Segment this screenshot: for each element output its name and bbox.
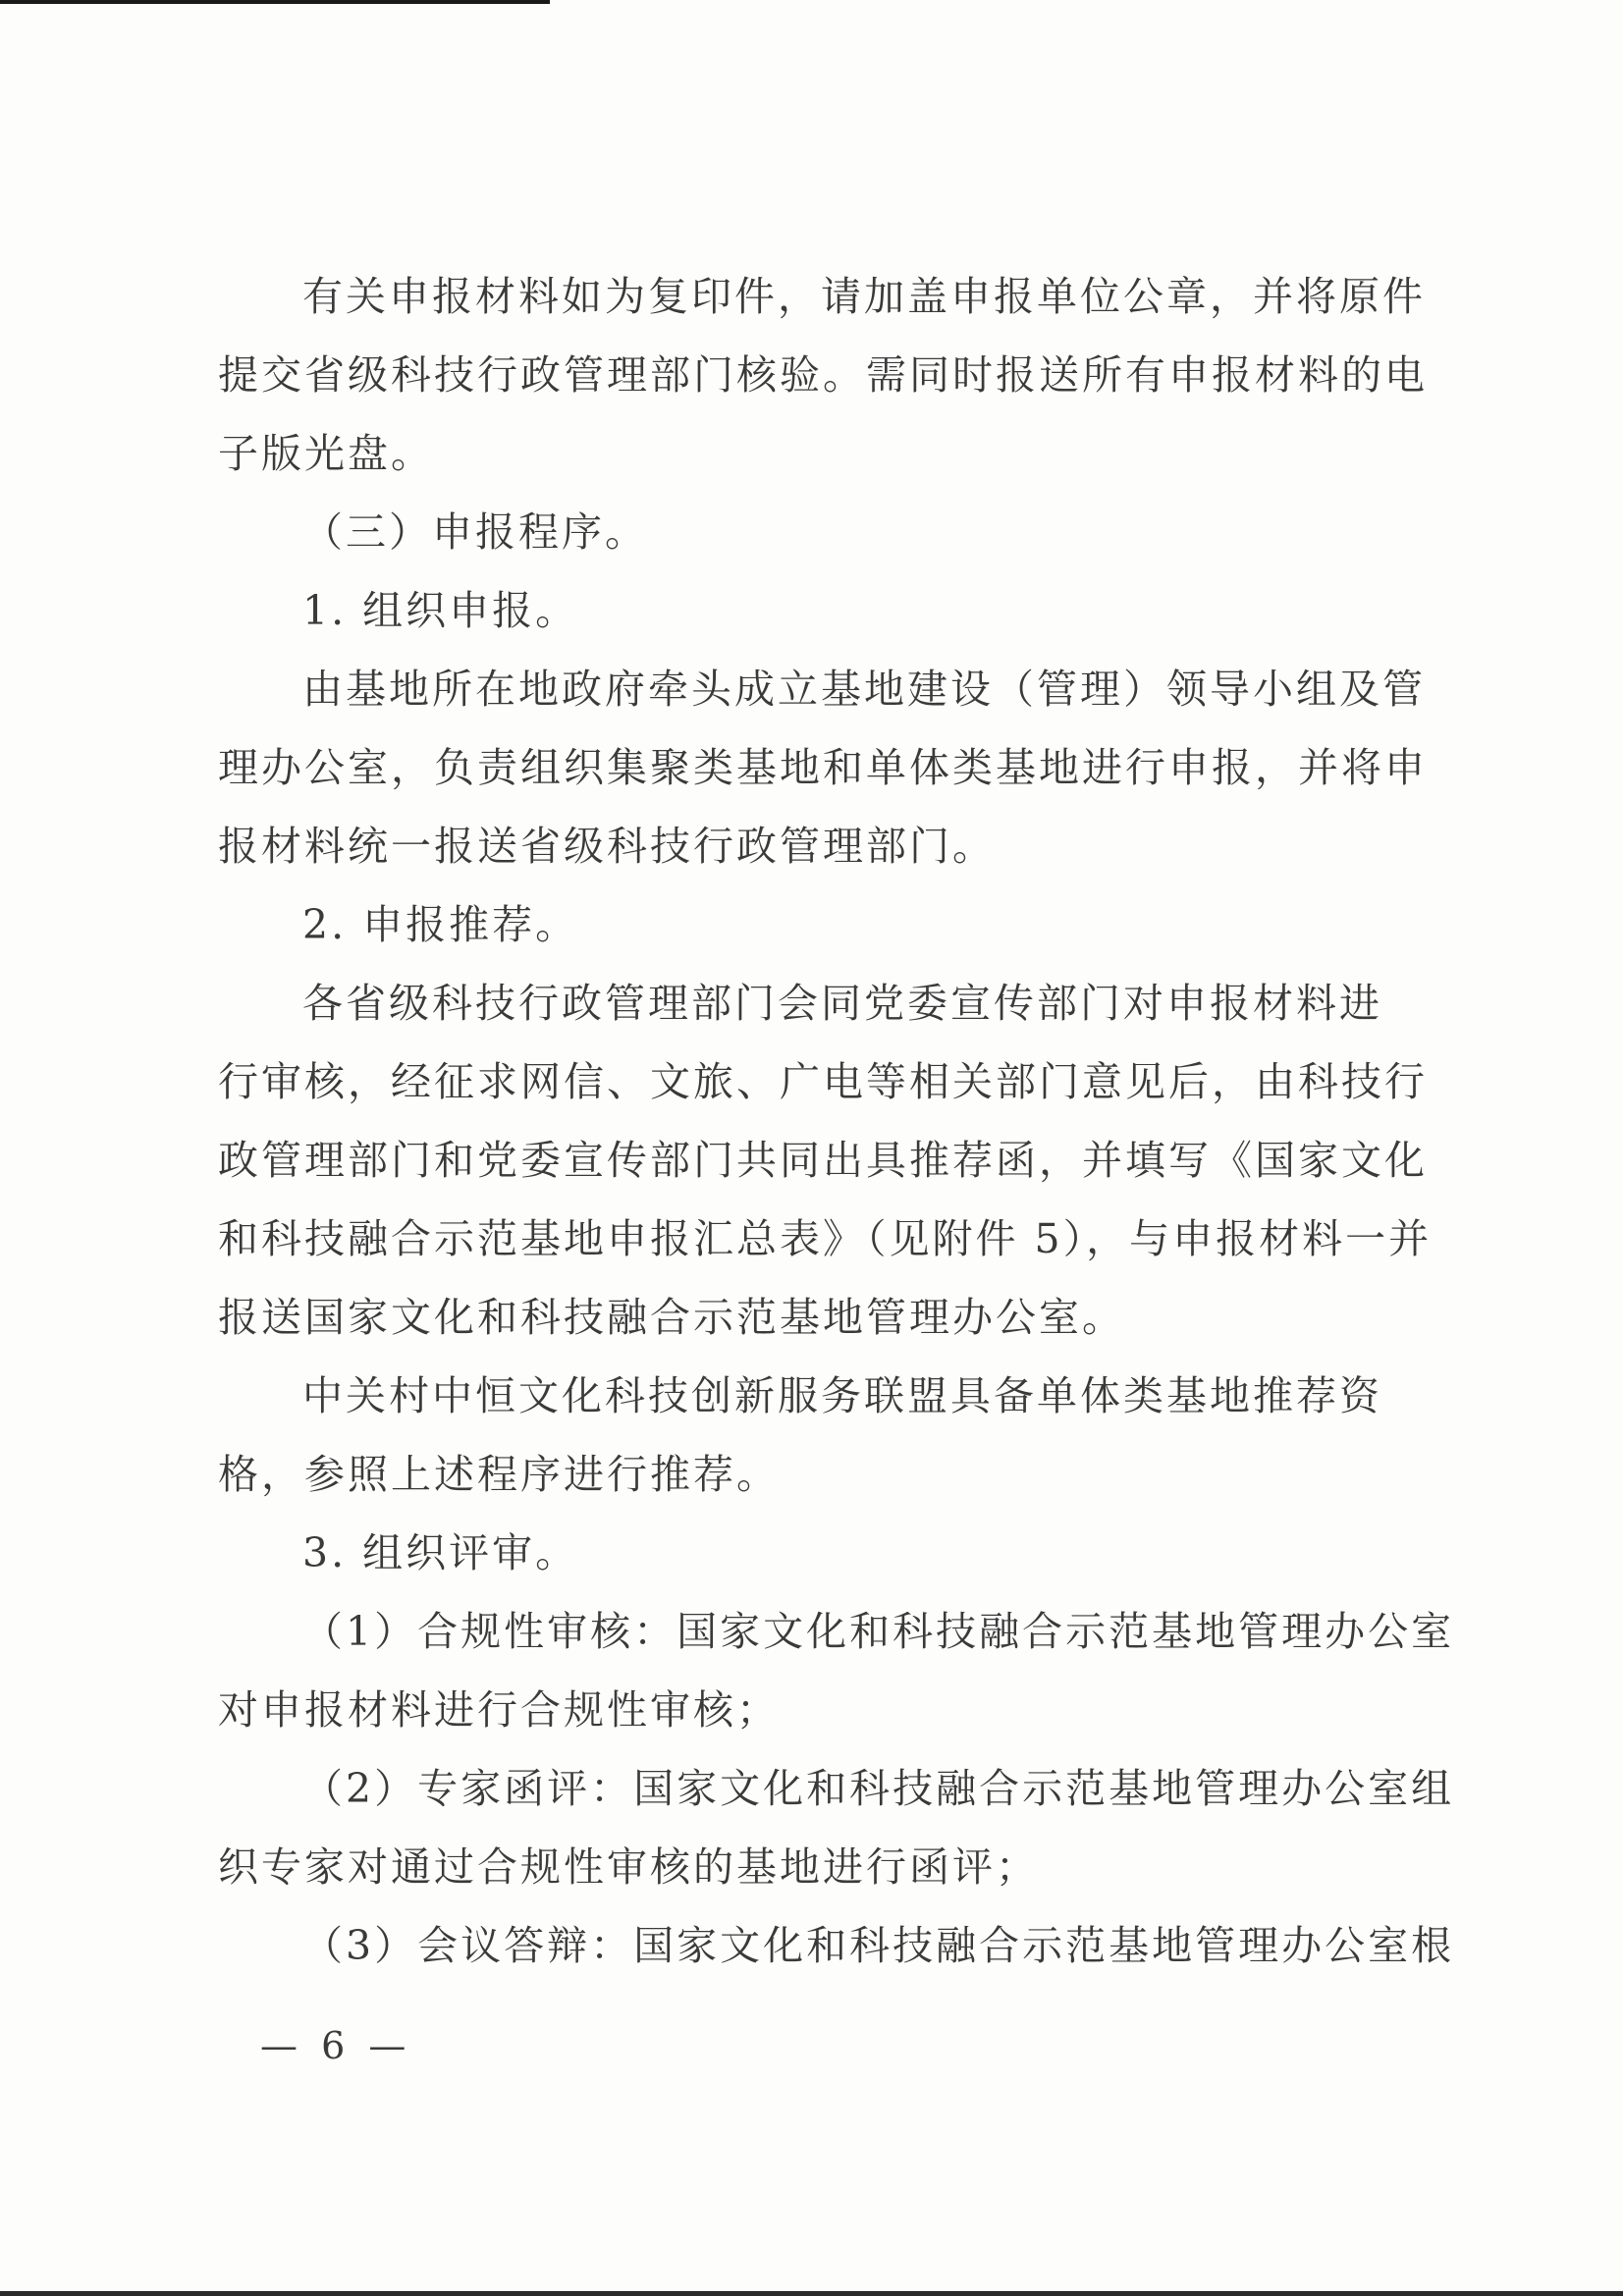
page-number: — 6 — — [260, 2024, 412, 2067]
text-line: 理办公室，负责组织集聚类基地和单体类基地进行申报，并将申 — [218, 744, 1428, 791]
text-line: 各省级科技行政管理部门会同党委宣传部门对申报材料进 — [302, 980, 1382, 1027]
text-line: 中关村中恒文化科技创新服务联盟具备单体类基地推荐资 — [302, 1372, 1382, 1419]
text-line: 子版光盘。 — [218, 430, 434, 477]
text-line: 对申报材料进行合规性审核； — [218, 1686, 780, 1734]
text-line: 报送国家文化和科技融合示范基地管理办公室。 — [218, 1294, 1125, 1341]
text-line: 提交省级科技行政管理部门核验。需同时报送所有申报材料的电 — [218, 351, 1428, 399]
text-line: （3）会议答辩：国家文化和科技融合示范基地管理办公室根 — [302, 1922, 1455, 1969]
subsection-heading: 2. 申报推荐。 — [302, 901, 579, 948]
text-line: （2）专家函评：国家文化和科技融合示范基地管理办公室组 — [302, 1765, 1455, 1812]
text-line: 和科技融合示范基地申报汇总表》（见附件 5），与申报材料一并 — [218, 1215, 1433, 1262]
text-line: 有关申报材料如为复印件，请加盖申报单位公章，并将原件 — [302, 273, 1426, 320]
scan-edge-bottom — [0, 2291, 1623, 2296]
text-line: 政管理部门和党委宣传部门共同出具推荐函，并填写《国家文化 — [218, 1137, 1428, 1184]
section-heading: （三）申报程序。 — [302, 508, 648, 556]
subsection-heading: 3. 组织评审。 — [302, 1529, 579, 1576]
text-line: 行审核，经征求网信、文旅、广电等相关部门意见后，由科技行 — [218, 1058, 1428, 1105]
text-line: 报材料统一报送省级科技行政管理部门。 — [218, 823, 996, 870]
subsection-heading: 1. 组织申报。 — [302, 587, 579, 634]
text-line: （1）合规性审核：国家文化和科技融合示范基地管理办公室 — [302, 1608, 1455, 1655]
text-line: 织专家对通过合规性审核的基地进行函评； — [218, 1843, 1039, 1891]
text-line: 由基地所在地政府牵头成立基地建设（管理）领导小组及管 — [302, 666, 1426, 713]
text-line: 格，参照上述程序进行推荐。 — [218, 1451, 780, 1498]
